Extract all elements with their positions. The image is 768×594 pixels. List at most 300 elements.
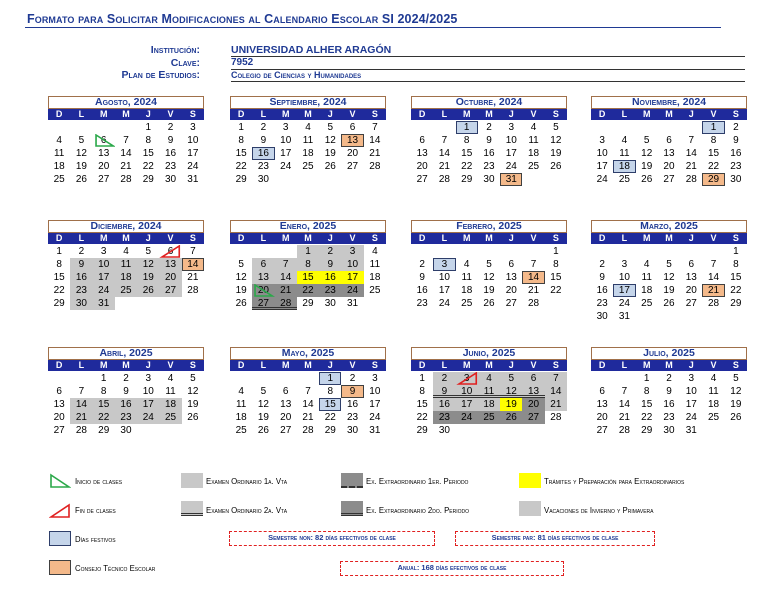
weekday-label: M [304,109,312,119]
calendar-day: 26 [257,425,269,436]
month-calendar [48,96,204,186]
month-title: Julio, 2025 [591,347,747,360]
weekday-label: M [485,109,493,119]
calendar-day: 1 [643,373,650,384]
calendar-day: 1 [238,122,244,133]
calendar-day: 20 [663,161,675,172]
calendar-day: 27 [505,298,517,309]
calendar-day: 28 [708,298,720,309]
info-institucion [0,44,768,57]
calendar-day: 8 [56,259,62,270]
calendar-day: 24 [93,284,115,297]
empty-day [411,245,433,258]
calendar-day: 31 [618,311,630,322]
days-grid [230,372,386,437]
month-title: Enero, 2025 [230,220,386,233]
calendar-day: 1 [319,372,341,385]
calendar-day: 7 [190,246,196,257]
empty-day [230,245,252,258]
weekday-label: D [55,360,63,370]
calendar-day: 13 [505,272,517,283]
calendar-day: 12 [187,386,199,397]
calendar-day: 30 [730,174,742,185]
calendar-day: 18 [53,161,65,172]
calendar-day: 24 [438,298,450,309]
calendar-day: 23 [347,412,359,423]
calendar-day: 14 [275,271,297,284]
calendar-day: 28 [187,285,199,296]
weekday-label: S [371,360,378,370]
calendar-day: 23 [319,284,341,297]
calendar-day: 28 [120,174,132,185]
calendar-day: 27 [252,297,274,310]
weekday-header [48,233,204,244]
weekday-label: M [462,109,471,119]
calendar-day: 23 [257,161,269,172]
clave-label: Clave: [170,57,200,69]
calendar-day: 9 [666,386,672,397]
weekday-label: V [530,360,537,370]
calendar-day: 30 [596,311,608,322]
calendar-day: 24 [618,298,630,309]
calendar-day: 13 [522,385,544,398]
calendar-day: 16 [483,148,495,159]
calendar-day: 31 [369,425,381,436]
calendar-day: 4 [167,373,174,384]
calendar-day: 9 [341,385,363,398]
calendar-day: 19 [663,285,675,296]
calendar-day: 19 [257,412,269,423]
calendar-day: 22 [461,161,473,172]
month-title: Febrero, 2025 [411,220,567,233]
calendar-day: 4 [530,122,537,133]
calendar-day: 7 [123,135,129,146]
calendar-day: 27 [685,298,697,309]
calendar-day: 27 [347,161,359,172]
calendar-day: 14 [302,399,314,410]
calendar-day: 27 [522,411,544,424]
month-calendar [591,96,747,186]
legend-ext2: Ex. Extraordinario 2do. Periodo [366,506,469,515]
calendar-day: 9 [123,386,129,397]
calendar-day: 12 [730,386,742,397]
calendar-day: 30 [483,174,495,185]
calendar-day: 17 [685,399,697,410]
calendar-day: 20 [53,412,65,423]
page-title: Formato para Solicitar Modificaciones al Calendario Escolar SI 2024/2025 [27,12,458,26]
weekday-label: J [688,109,694,119]
plan-value: Colegio de Ciencias y Humanidades [231,69,745,82]
calendar-day: 26 [663,298,675,309]
calendar-day: 6 [282,386,289,397]
empty-day [48,121,70,134]
legend-ord1: Examen Ordinario 1a. Vta [206,477,288,486]
calendar-day: 16 [319,271,341,284]
calendar-day: 7 [621,386,628,397]
calendar-day: 25 [461,298,473,309]
weekday-label: L [621,233,628,243]
weekday-header [591,109,747,120]
calendar-day: 27 [416,174,428,185]
calendar-day: 18 [369,272,381,283]
calendar-day: 24 [596,174,608,185]
calendar-day: 27 [159,284,181,297]
calendar-day: 26 [730,412,742,423]
summary-semestre-par: Semestre par: 81 días efectivos de clase [455,531,655,546]
calendar-day: 4 [56,135,62,146]
calendar-day: 20 [347,148,359,159]
calendar-day: 26 [483,298,495,309]
month-calendar [230,96,386,186]
weekday-label: V [349,360,356,370]
calendar-day: 16 [165,148,177,159]
weekday-label: M [281,109,290,119]
month-calendar [411,347,567,437]
calendar-day: 29 [98,425,110,436]
weekday-label: D [598,233,606,243]
calendar-day: 5 [486,259,492,270]
calendar-day: 27 [596,425,608,436]
calendar-day: 1 [100,373,107,384]
calendar-day: 22 [324,412,336,423]
calendar-day: 27 [280,425,292,436]
calendar-day: 8 [238,135,244,146]
calendar-day: 14 [618,399,630,410]
calendar-day: 26 [641,174,653,185]
calendar-day: 12 [75,148,87,159]
calendar-day: 12 [235,272,247,283]
weekday-label: V [710,233,717,243]
calendar-day: 4 [643,259,650,270]
calendar-day: 19 [235,285,247,296]
calendar-day: 4 [478,372,500,385]
empty-day [613,245,635,258]
weekday-label: V [530,109,537,119]
calendar-day: 16 [433,398,455,411]
calendar-day: 13 [53,399,65,410]
calendar-day: 12 [500,385,522,398]
calendar-day: 26 [324,161,336,172]
calendar-day: 21 [120,161,132,172]
calendar-day: 22 [708,161,720,172]
legend-consejo: Consejo Técnico Escolar [75,564,156,573]
calendar-day: 6 [599,386,605,397]
weekday-label: J [688,233,694,243]
calendar-day: 5 [238,259,244,270]
calendar-day: 3 [508,122,515,133]
weekday-label: M [99,233,108,243]
calendar-day: 30 [257,174,269,185]
calendar-day: 1 [297,245,319,258]
calendar-day: 17 [341,271,363,284]
calendar-day: 8 [733,259,739,270]
calendar-day: 18 [235,412,247,423]
calendar-day: 24 [137,411,159,424]
calendar-day: 23 [483,161,495,172]
calendar-day: 15 [730,272,742,283]
days-grid [48,372,204,437]
calendar-day: 9 [433,385,455,398]
calendar-day: 16 [252,147,274,160]
calendar-day: 1 [702,121,724,134]
calendar-day: 21 [528,285,540,296]
calendar-day: 4 [710,373,717,384]
fin-mark-icon [159,245,181,258]
calendar-day: 10 [369,386,381,397]
calendar-day: 8 [643,386,650,397]
calendar-day: 8 [710,135,717,146]
calendar-day: 5 [666,259,672,270]
calendar-day: 9 [319,258,341,271]
empty-day [433,121,455,134]
month-calendar [591,347,747,437]
weekday-label: V [167,109,174,119]
weekday-label: D [237,360,245,370]
plan-label: Plan de Estudios: [121,69,200,81]
calendar-day: 25 [159,411,181,424]
weekday-label: S [189,360,196,370]
calendar-day: 3 [621,259,628,270]
days-grid [591,245,747,323]
calendar-day: 15 [142,148,154,159]
calendar-day: 12 [641,148,653,159]
calendar-day: 19 [550,148,562,159]
calendar-day: 12 [137,258,159,271]
calendar-day: 26 [235,298,247,309]
calendar-day: 31 [685,425,697,436]
calendar-day: 4 [238,386,244,397]
calendar-day: 14 [545,385,567,398]
weekday-label: L [441,109,448,119]
calendar-day: 2 [349,373,356,384]
calendar-day: 13 [341,134,363,147]
calendar-day: 29 [461,174,473,185]
weekday-label: L [78,233,85,243]
calendar-day: 18 [528,148,540,159]
calendar-day: 10 [341,258,363,271]
calendar-day: 29 [416,425,428,436]
empty-day [93,121,115,134]
calendar-day: 6 [522,372,544,385]
calendar-day: 13 [685,272,697,283]
calendar-day: 25 [618,174,630,185]
calendar-day: 22 [53,285,65,296]
weekday-label: S [732,233,739,243]
calendar-day: 8 [419,386,425,397]
weekday-label: S [732,109,739,119]
calendar-day: 14 [70,398,92,411]
calendar-day: 27 [663,174,675,185]
institucion-label: Institución: [150,44,200,56]
calendar-day: 7 [688,135,695,146]
calendar-day: 10 [685,386,697,397]
calendar-day: 24 [505,161,517,172]
calendar-day: 16 [115,398,137,411]
weekday-header [411,360,567,371]
calendar-day: 28 [685,174,697,185]
weekday-label: S [552,233,559,243]
days-grid [591,121,747,186]
days-grid [48,245,204,310]
calendar-day: 13 [159,258,181,271]
calendar-day: 6 [508,259,515,270]
calendar-day: 21 [70,411,92,424]
weekday-label: M [304,360,312,370]
weekday-label: L [621,109,628,119]
calendar-day: 11 [165,386,176,397]
weekday-label: J [508,109,514,119]
weekday-label: J [145,109,151,119]
weekday-label: J [327,233,333,243]
calendar-day: 25 [115,284,137,297]
weekday-label: M [462,360,471,370]
calendar-day: 20 [522,398,544,411]
calendar-day: 24 [456,411,478,424]
calendar-day: 17 [280,148,292,159]
calendar-day: 10 [618,272,630,283]
ext1-swatch [341,473,363,488]
calendar-day: 5 [643,135,650,146]
calendar-day: 24 [685,412,697,423]
calendar-day: 10 [596,148,608,159]
calendar-day: 15 [319,398,341,411]
calendar-day: 15 [416,399,428,410]
legend-inicio: Inicio de clases [75,477,123,486]
vacaciones-swatch [519,501,541,516]
calendar-day: 23 [663,412,675,423]
calendar-day: 13 [98,148,110,159]
calendar-day: 1 [419,373,425,384]
weekday-header [591,233,747,244]
weekday-label: V [167,233,174,243]
consejo-swatch [49,560,71,575]
calendar-day: 12 [663,272,675,283]
summary-semestre-non: Semestre non: 82 días efectivos de clase [229,531,435,546]
days-grid [411,245,567,310]
calendar-day: 29 [641,425,653,436]
calendar-day: 23 [416,298,428,309]
weekday-label: J [327,360,333,370]
empty-day [636,121,658,134]
month-calendar [411,220,567,310]
empty-day [680,245,702,258]
days-grid [411,121,567,186]
calendar-day: 3 [145,373,152,384]
calendar-day: 2 [319,245,341,258]
calendar-day: 5 [190,373,196,384]
calendar-day: 15 [550,272,562,283]
weekday-label: L [260,233,267,243]
calendar-day: 20 [98,161,110,172]
calendar-day: 18 [461,285,473,296]
month-title: Junio, 2025 [411,347,567,360]
calendar-day: 18 [613,160,635,173]
calendar-day: 19 [730,399,742,410]
calendar-day: 20 [252,284,274,297]
calendar-day: 3 [599,135,605,146]
calendar-day: 21 [438,161,450,172]
calendar-day: 4 [305,122,311,133]
calendar-day: 3 [372,373,378,384]
calendar-day: 11 [708,386,719,397]
calendar-day: 21 [369,148,381,159]
calendar-day: 7 [372,122,378,133]
calendar-day: 11 [478,385,500,398]
weekday-label: M [281,360,290,370]
empty-day [500,245,522,258]
inicio-legend-icon [49,473,71,489]
calendar-day: 16 [663,399,675,410]
calendar-day: 25 [708,412,720,423]
weekday-label: M [99,109,108,119]
calendar-day: 6 [252,258,274,271]
calendar-day: 27 [53,425,65,436]
calendar-day: 2 [167,122,174,133]
calendar-day: 11 [619,148,630,159]
empty-day [658,245,680,258]
calendar-day: 2 [733,122,739,133]
weekday-label: D [418,360,426,370]
calendar-day: 2 [433,372,455,385]
calendar-day: 26 [187,412,199,423]
calendar-day: 28 [369,161,381,172]
calendar-day: 11 [235,399,247,410]
calendar-day: 6 [56,386,62,397]
weekday-label: V [530,233,537,243]
calendar-day: 31 [187,174,199,185]
empty-day [613,121,635,134]
month-title: Noviembre, 2024 [591,96,747,109]
legend-ord2: Examen Ordinario 2a. Vta [206,506,288,515]
month-title: Septiembre, 2024 [230,96,386,109]
calendar-day: 29 [235,174,247,185]
calendar-day: 10 [438,272,450,283]
calendar-day: 7 [530,259,537,270]
weekday-label: M [122,109,130,119]
empty-day [275,372,297,385]
legend-festivos: Días festivos [75,535,116,544]
empty-day [591,121,613,134]
calendar-day: 30 [324,298,336,309]
legend-ext1: Ex. Extraordinario 1er. Periodo [366,477,469,486]
calendar-day: 1 [145,122,152,133]
calendar-day: 26 [137,284,159,297]
weekday-label: D [55,233,63,243]
calendar-day: 5 [260,386,267,397]
weekday-label: S [732,360,739,370]
weekday-label: S [371,233,378,243]
calendar-day: 7 [710,259,717,270]
empty-day [297,372,319,385]
weekday-label: D [237,109,245,119]
calendar-day: 13 [280,399,292,410]
calendar-day: 22 [550,285,562,296]
calendar-day: 9 [599,272,605,283]
calendar-day: 1 [456,121,478,134]
weekday-label: S [552,360,559,370]
calendar-day: 30 [70,297,92,310]
calendar-day: 28 [302,425,314,436]
calendar-day: 4 [372,246,378,257]
empty-day [252,372,274,385]
calendar-day: 19 [75,161,87,172]
calendar-day: 3 [341,245,363,258]
calendar-day: 5 [145,246,152,257]
month-title: Abril, 2025 [48,347,204,360]
calendar-day: 20 [416,161,428,172]
calendar-day: 12 [550,135,562,146]
calendar-day: 9 [733,135,739,146]
